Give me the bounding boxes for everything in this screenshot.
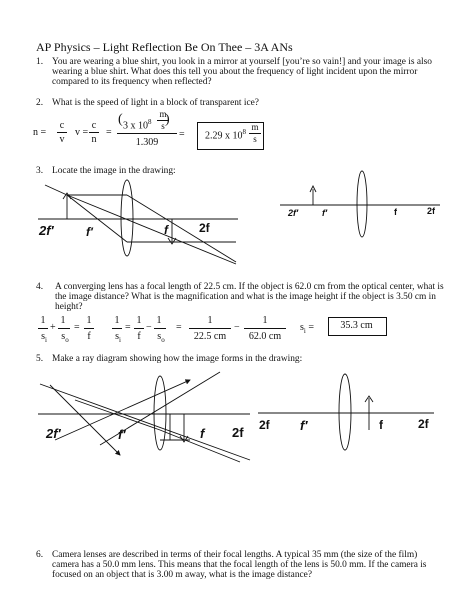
q6-line-2: camera has a 50.0 mm lens. This means that the focal length of the lens is 50.0 mm. If the camera is bbox=[52, 560, 427, 570]
q5-right-label-f-prime: f′ bbox=[300, 418, 308, 433]
page-title: AP Physics – Light Reflection Be On Thee – 3A ANs bbox=[36, 40, 293, 54]
q2-question: What is the speed of light in a block of transparent ice? bbox=[52, 98, 259, 108]
q4-eq1-so: $s_o$ bbox=[61, 331, 69, 344]
q5-left-lens bbox=[154, 376, 166, 450]
q4-eq2-so: $s_o$ bbox=[157, 331, 165, 344]
q2-n-denominator: n bbox=[91, 134, 97, 145]
q3-left-label-2f-prime: 2f′ bbox=[39, 223, 54, 238]
q5-left-diagram bbox=[38, 372, 250, 462]
q2-c-numerator: c bbox=[59, 120, 65, 131]
q2-unit-m: m bbox=[159, 109, 167, 119]
q5-left-ray-1 bbox=[40, 384, 250, 460]
q5-left-label-f-prime: f′ bbox=[118, 427, 126, 442]
q3-left-ray-3b bbox=[67, 195, 127, 242]
q4-eq1-one-c: 1 bbox=[86, 315, 92, 326]
q4-eq3-d2: 62.0 cm bbox=[248, 331, 282, 342]
q2-number: 2. bbox=[36, 98, 44, 108]
q2-equals-2: = bbox=[179, 129, 185, 140]
q6-line-3: focused on an object that is 3.00 m away, what is the image distance? bbox=[52, 570, 312, 580]
q1-line-2: wearing a blue shirt. What does this tell you about the frequency of light incident upon the mirror bbox=[52, 67, 418, 77]
q3-right-lens bbox=[357, 171, 367, 237]
q6-line-1: Camera lenses are described in terms of their focal lengths. A typical 35 mm (the size of the film) bbox=[52, 550, 418, 560]
q1-number: 1. bbox=[36, 57, 44, 67]
q2-right-paren: ) bbox=[165, 112, 170, 127]
q2-answer: 2.29 x $10^8$ bbox=[205, 128, 246, 142]
q5-question: Make a ray diagram showing how the image forms in the drawing: bbox=[52, 354, 303, 364]
q3-right-label-f: f bbox=[394, 207, 397, 217]
q3-right-label-2f: 2f bbox=[427, 206, 436, 216]
q2-equals: = bbox=[106, 127, 112, 138]
q3-left-ray-1b bbox=[127, 195, 236, 262]
q3-right-label-f-prime: f′ bbox=[322, 208, 328, 218]
q2-answer-unit-m: m bbox=[251, 122, 259, 132]
q5-right-label-f: f bbox=[379, 418, 383, 432]
q2-v-denominator: v bbox=[59, 134, 65, 145]
q4-line-2: the image distance? What is the magnification and what is the image height if the object is 3.50 cm in bbox=[55, 292, 436, 302]
q4-line-3: height? bbox=[55, 302, 83, 312]
q4-eq2-f: f bbox=[137, 331, 141, 342]
q2-n-equals: n = bbox=[33, 127, 47, 138]
q4-eq1-one-b: 1 bbox=[60, 315, 66, 326]
q3-left-label-f-prime: f′ bbox=[86, 225, 93, 239]
q4-eq3-equals: = bbox=[176, 322, 182, 333]
q5-left-label-2f: 2f bbox=[232, 425, 244, 440]
q3-right-label-2f-prime: 2f′ bbox=[288, 208, 299, 218]
q4-eq2-minus: − bbox=[146, 322, 152, 333]
q5-number: 5. bbox=[36, 354, 44, 364]
q3-number: 3. bbox=[36, 166, 44, 176]
q5-right-label-2f-left: 2f bbox=[259, 418, 270, 432]
q2-answer-unit-s: s bbox=[253, 134, 257, 144]
q6-number: 6. bbox=[36, 550, 44, 560]
q4-number: 4. bbox=[36, 282, 44, 292]
q4-eq3-one-b: 1 bbox=[262, 315, 268, 326]
q5-right-label-2f-right: 2f bbox=[418, 417, 429, 431]
q4-eq1-plus: + bbox=[50, 322, 56, 333]
q4-eq3-one-a: 1 bbox=[207, 315, 213, 326]
q4-eq2-one-b: 1 bbox=[136, 315, 142, 326]
q4-eq1-one-a: 1 bbox=[40, 315, 46, 326]
q2-c-numerator-2: c bbox=[91, 120, 97, 131]
q4-eq3-d1: 22.5 cm bbox=[193, 331, 227, 342]
q5-left-label-f: f bbox=[200, 426, 205, 441]
q4-eq2-si: $s_i$ bbox=[115, 331, 121, 344]
q2-v-equals: v = bbox=[75, 127, 89, 138]
q3-left-label-f: f bbox=[164, 223, 168, 237]
q5-left-ray-3 bbox=[50, 385, 120, 455]
q4-eq2-one-c: 1 bbox=[156, 315, 162, 326]
q4-eq1-f: f bbox=[87, 331, 91, 342]
q3-left-ray-3a bbox=[45, 185, 67, 195]
q3-question: Locate the image in the drawing: bbox=[52, 166, 176, 176]
q2-denominator: 1.309 bbox=[135, 137, 159, 148]
q3-right-diagram bbox=[280, 171, 440, 237]
q3-left-label-2f: 2f bbox=[199, 221, 210, 235]
q4-eq1-equals: = bbox=[74, 322, 80, 333]
q4-eq3-minus: − bbox=[234, 322, 240, 333]
q5-right-lens bbox=[339, 374, 351, 450]
q2-unit-s: s bbox=[161, 121, 165, 131]
q2-numerator: 3 x $10^8$ bbox=[123, 118, 152, 132]
q4-eq2-one-a: 1 bbox=[114, 315, 120, 326]
q4-eq1-si: $s_i$ bbox=[41, 331, 47, 344]
q1-line-1: You are wearing a blue shirt, you look in a mirror at yourself [you’re so vain!] and your image is also bbox=[52, 57, 432, 67]
q1-line-3: compared to its frequency when reflected? bbox=[52, 77, 212, 87]
q4-line-1: A converging lens has a focal length of 22.5 cm. If the object is 62.0 cm from the optical center, what is bbox=[55, 282, 444, 292]
q2-left-paren: ( bbox=[118, 112, 123, 127]
q5-left-label-2f-prime: 2f′ bbox=[46, 426, 61, 441]
q5-right-diagram bbox=[258, 374, 434, 450]
q4-si-label: $s_i$ = bbox=[300, 322, 314, 335]
q4-answer: 35.3 cm bbox=[340, 320, 373, 331]
q4-eq2-equals: = bbox=[125, 322, 131, 333]
